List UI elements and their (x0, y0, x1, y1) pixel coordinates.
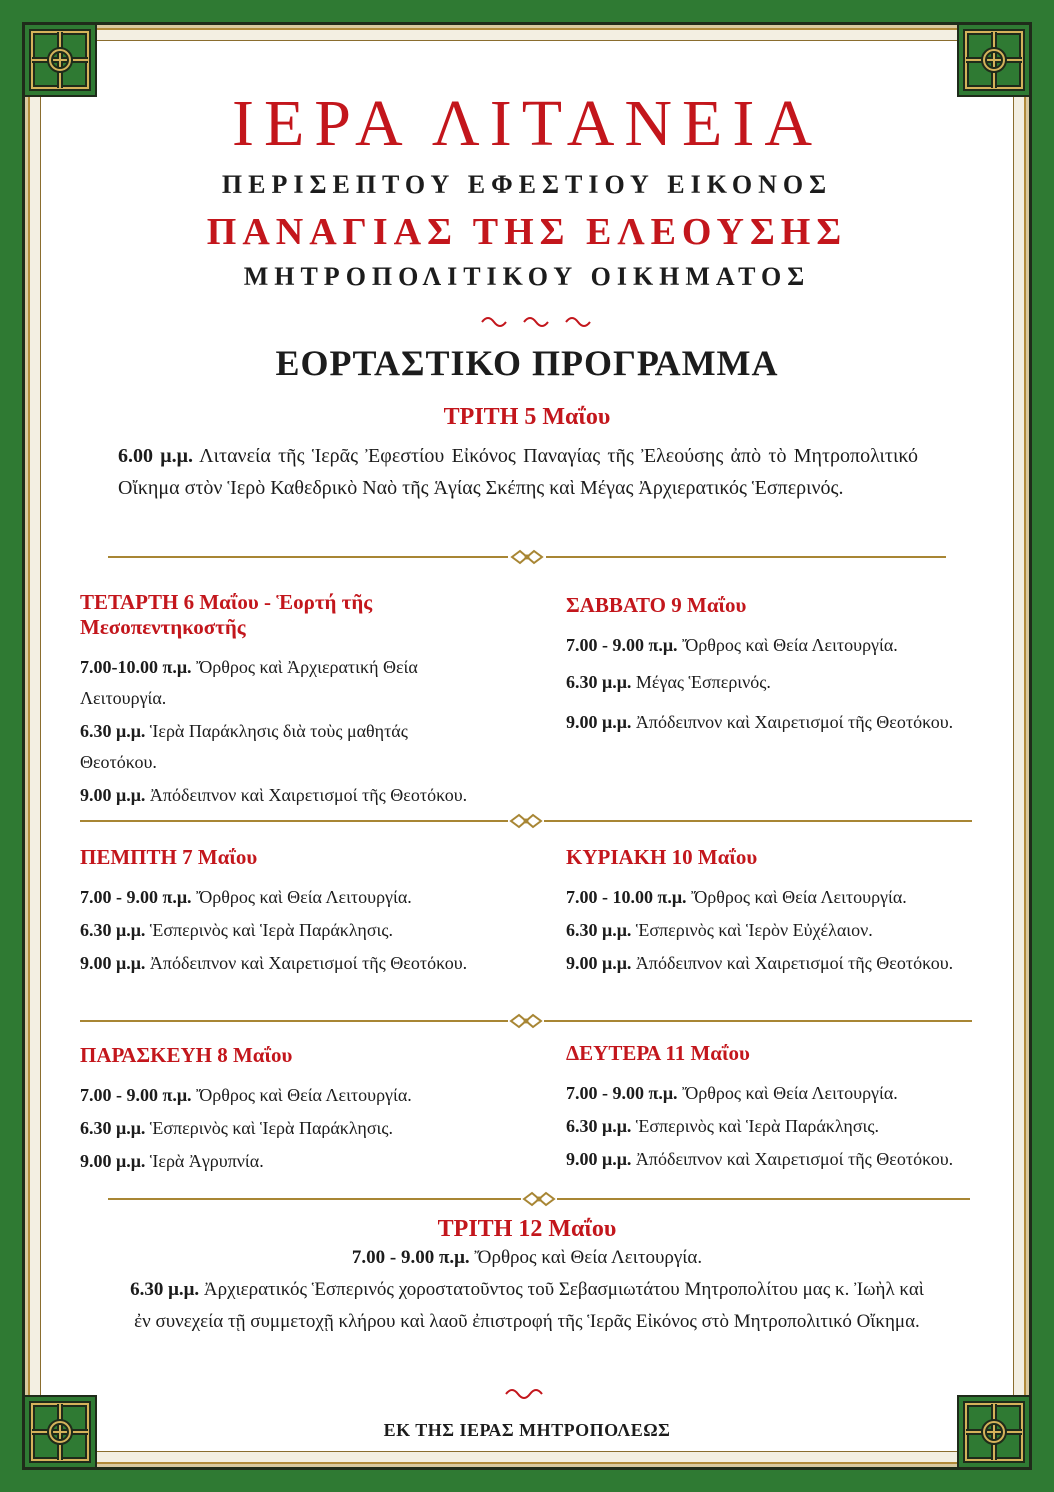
program-heading: ΕΟΡΤΑΣΤΙΚΟ ΠΡΟΓΡΑΜΜΑ (275, 343, 779, 383)
schedule-item (566, 915, 986, 946)
schedule-item (80, 1080, 540, 1111)
schedule-item (566, 704, 956, 740)
item-time: 7.00 - 10.00 π.μ. (566, 887, 687, 907)
item-time: 6.30 μ.μ. (566, 1116, 632, 1136)
schedule-item (80, 652, 480, 714)
item-text: Ἀρχιερατικός Ἑσπερινός χοροστατοῦντος τοῦ Σεβασμιωτάτου Μητροπολίτου μας κ. Ἰωὴλ καὶ ἐν συνεχεία τῇ συμμετοχῇ κλήρου καὶ λαοῦ ἐπιστροφή τῆς Ἱερᾶς Εἰκόνος στὸ Μητροπολιτικό Οἴκημα. (134, 1279, 924, 1332)
closing-item (110, 1242, 944, 1274)
item-time: 9.00 μ.μ. (80, 785, 146, 805)
day-heading: ΔΕΥΤΕΡΑ 11 Μαΐου (566, 1041, 750, 1065)
day-heading: ΚΥΡΙΑΚΗ 10 Μαΐου (566, 845, 758, 869)
item-time: 7.00 - 9.00 π.μ. (80, 1085, 192, 1105)
opening-paragraph (118, 440, 918, 504)
flourish-ornament-icon (0, 1384, 1054, 1404)
schedule-item (566, 882, 986, 913)
item-text: Ἑσπερινὸς καὶ Ἱερὰ Παράκλησις. (635, 1116, 880, 1136)
schedule-item (80, 948, 480, 979)
item-time: 9.00 μ.μ. (80, 953, 146, 973)
knot-ornament-icon (522, 1191, 556, 1207)
item-text: Ὄρθρος καὶ Θεία Λειτουργία. (196, 1085, 412, 1105)
opening-text: Λιτανεία τῆς Ἱερᾶς Ἐφεστίου Εἰκόνος Παναγίας τῆς Ἐλεούσης ἀπὸ τὸ Μητροπολιτικό Οἴκημα στὸν Ἱερὸ Καθεδρικὸ Ναὸ τῆς Ἁγίας Σκέπης καὶ Μέγας Ἀρχιερατικός Ἑσπερινός. (118, 445, 918, 499)
page-title: ΙΕΡΑ ΛΙΤΑΝΕΙΑ (231, 87, 823, 160)
item-time: 7.00 - 9.00 π.μ. (566, 1083, 678, 1103)
closing-item (110, 1274, 944, 1338)
divider (80, 813, 972, 829)
day-heading: ΠΕΜΠΤΗ 7 Μαΐου (80, 845, 258, 869)
item-time: 7.00 - 9.00 π.μ. (351, 1247, 470, 1268)
item-text: Ὄρθρος καὶ Θεία Λειτουργία. (474, 1247, 703, 1268)
knot-ornament-icon (509, 1013, 543, 1029)
day-block (80, 1043, 540, 1179)
schedule-item (80, 1113, 540, 1144)
item-text: Ἱερὰ Παράκλησις διὰ τοὺς μαθητάς Θεοτόκου. (80, 721, 408, 772)
divider (80, 1013, 972, 1029)
closing-paragraph (110, 1242, 944, 1338)
subtitle-line-2: ΠΑΝΑΓΙΑΣ ΤΗΣ ΕΛΕΟΥΣΗΣ (206, 211, 848, 253)
opening-day-heading: ΤΡΙΤΗ 5 Μαΐου (443, 404, 611, 430)
schedule-item (80, 716, 440, 778)
item-time: 6.30 μ.μ. (566, 672, 632, 692)
item-text: Ἑσπερινὸς καὶ Ἱερὸν Εὐχέλαιον. (635, 920, 873, 940)
schedule-item (566, 667, 976, 698)
item-time: 7.00-10.00 π.μ. (80, 657, 192, 677)
divider (108, 549, 946, 565)
schedule-item (566, 1111, 976, 1142)
schedule-item (566, 1144, 961, 1175)
item-time: 9.00 μ.μ. (566, 953, 632, 973)
day-block (566, 1041, 976, 1177)
closing-day-heading: ΤΡΙΤΗ 12 Μαΐου (437, 1216, 617, 1242)
item-text: Ἀπόδειπνον καὶ Χαιρετισμοί τῆς Θεοτόκου. (149, 953, 468, 973)
schedule-item (80, 915, 540, 946)
day-heading: ΤΕΤΑΡΤΗ 6 Μαΐου - Ἑορτή τῆς Μεσοπεντηκοστῆς (80, 590, 373, 639)
footer-signature: ΕΚ ΤΗΣ ΙΕΡΑΣ ΜΗΤΡΟΠΟΛΕΩΣ (383, 1420, 671, 1440)
day-block (566, 593, 976, 742)
item-time: 6.30 μ.μ. (80, 1118, 146, 1138)
knot-ornament-icon (510, 549, 544, 565)
day-block (80, 845, 540, 981)
item-text: Ἀπόδειπνον καὶ Χαιρετισμοί τῆς Θεοτόκου. (635, 953, 954, 973)
item-text: Ὄρθρος καὶ Ἀρχιερατική Θεία Λειτουργία. (80, 657, 418, 708)
item-time: 6.30 μ.μ. (80, 721, 146, 741)
divider (108, 1191, 970, 1207)
item-text: Ἀπόδειπνον καὶ Χαιρετισμοί τῆς Θεοτόκου. (149, 785, 468, 805)
flourish-ornament-icon (0, 312, 1054, 332)
schedule-item (566, 948, 961, 979)
schedule-item (566, 630, 976, 661)
item-time: 9.00 μ.μ. (566, 1149, 632, 1169)
item-text: Ἑσπερινὸς καὶ Ἱερὰ Παράκλησις. (149, 1118, 394, 1138)
item-time: 6.30 μ.μ. (566, 920, 632, 940)
knot-ornament-icon (509, 813, 543, 829)
item-text: Ἑσπερινὸς καὶ Ἱερὰ Παράκλησις. (149, 920, 394, 940)
day-block (566, 845, 986, 981)
schedule-item (80, 780, 480, 811)
schedule-item (80, 882, 540, 913)
item-text: Ὄρθρος καὶ Θεία Λειτουργία. (682, 635, 898, 655)
item-time: 7.00 - 9.00 π.μ. (80, 887, 192, 907)
schedule-item (566, 1078, 976, 1109)
item-text: Ὄρθρος καὶ Θεία Λειτουργία. (691, 887, 907, 907)
opening-time: 6.00 μ.μ. (118, 445, 193, 467)
item-text: Ἀπόδειπνον καὶ Χαιρετισμοί τῆς Θεοτόκου. (635, 1149, 954, 1169)
day-block (80, 590, 540, 813)
item-time: 9.00 μ.μ. (80, 1151, 146, 1171)
item-time: 6.30 μ.μ. (130, 1279, 200, 1300)
item-time: 9.00 μ.μ. (566, 712, 632, 732)
schedule-item (80, 1146, 540, 1177)
item-time: 7.00 - 9.00 π.μ. (566, 635, 678, 655)
item-text: Μέγας Ἑσπερινός. (635, 672, 771, 692)
subtitle-line-1: ΠΕΡΙΣΕΠΤΟΥ ΕΦΕΣΤΙΟΥ ΕΙΚΟΝΟΣ (221, 170, 833, 199)
item-text: Ὄρθρος καὶ Θεία Λειτουργία. (682, 1083, 898, 1103)
item-text: Ὄρθρος καὶ Θεία Λειτουργία. (196, 887, 412, 907)
item-text: Ἀπόδειπνον καὶ Χαιρετισμοί τῆς Θεοτόκου. (635, 712, 954, 732)
day-heading: ΠΑΡΑΣΚΕΥΗ 8 Μαΐου (80, 1043, 293, 1067)
item-time: 6.30 μ.μ. (80, 920, 146, 940)
day-heading: ΣΑΒΒΑΤΟ 9 Μαΐου (566, 593, 747, 617)
item-text: Ἱερὰ Ἀγρυπνία. (149, 1151, 264, 1171)
subtitle-line-3: ΜΗΤΡΟΠΟΛΙΤΙΚΟΥ ΟΙΚΗΜΑΤΟΣ (243, 262, 811, 291)
